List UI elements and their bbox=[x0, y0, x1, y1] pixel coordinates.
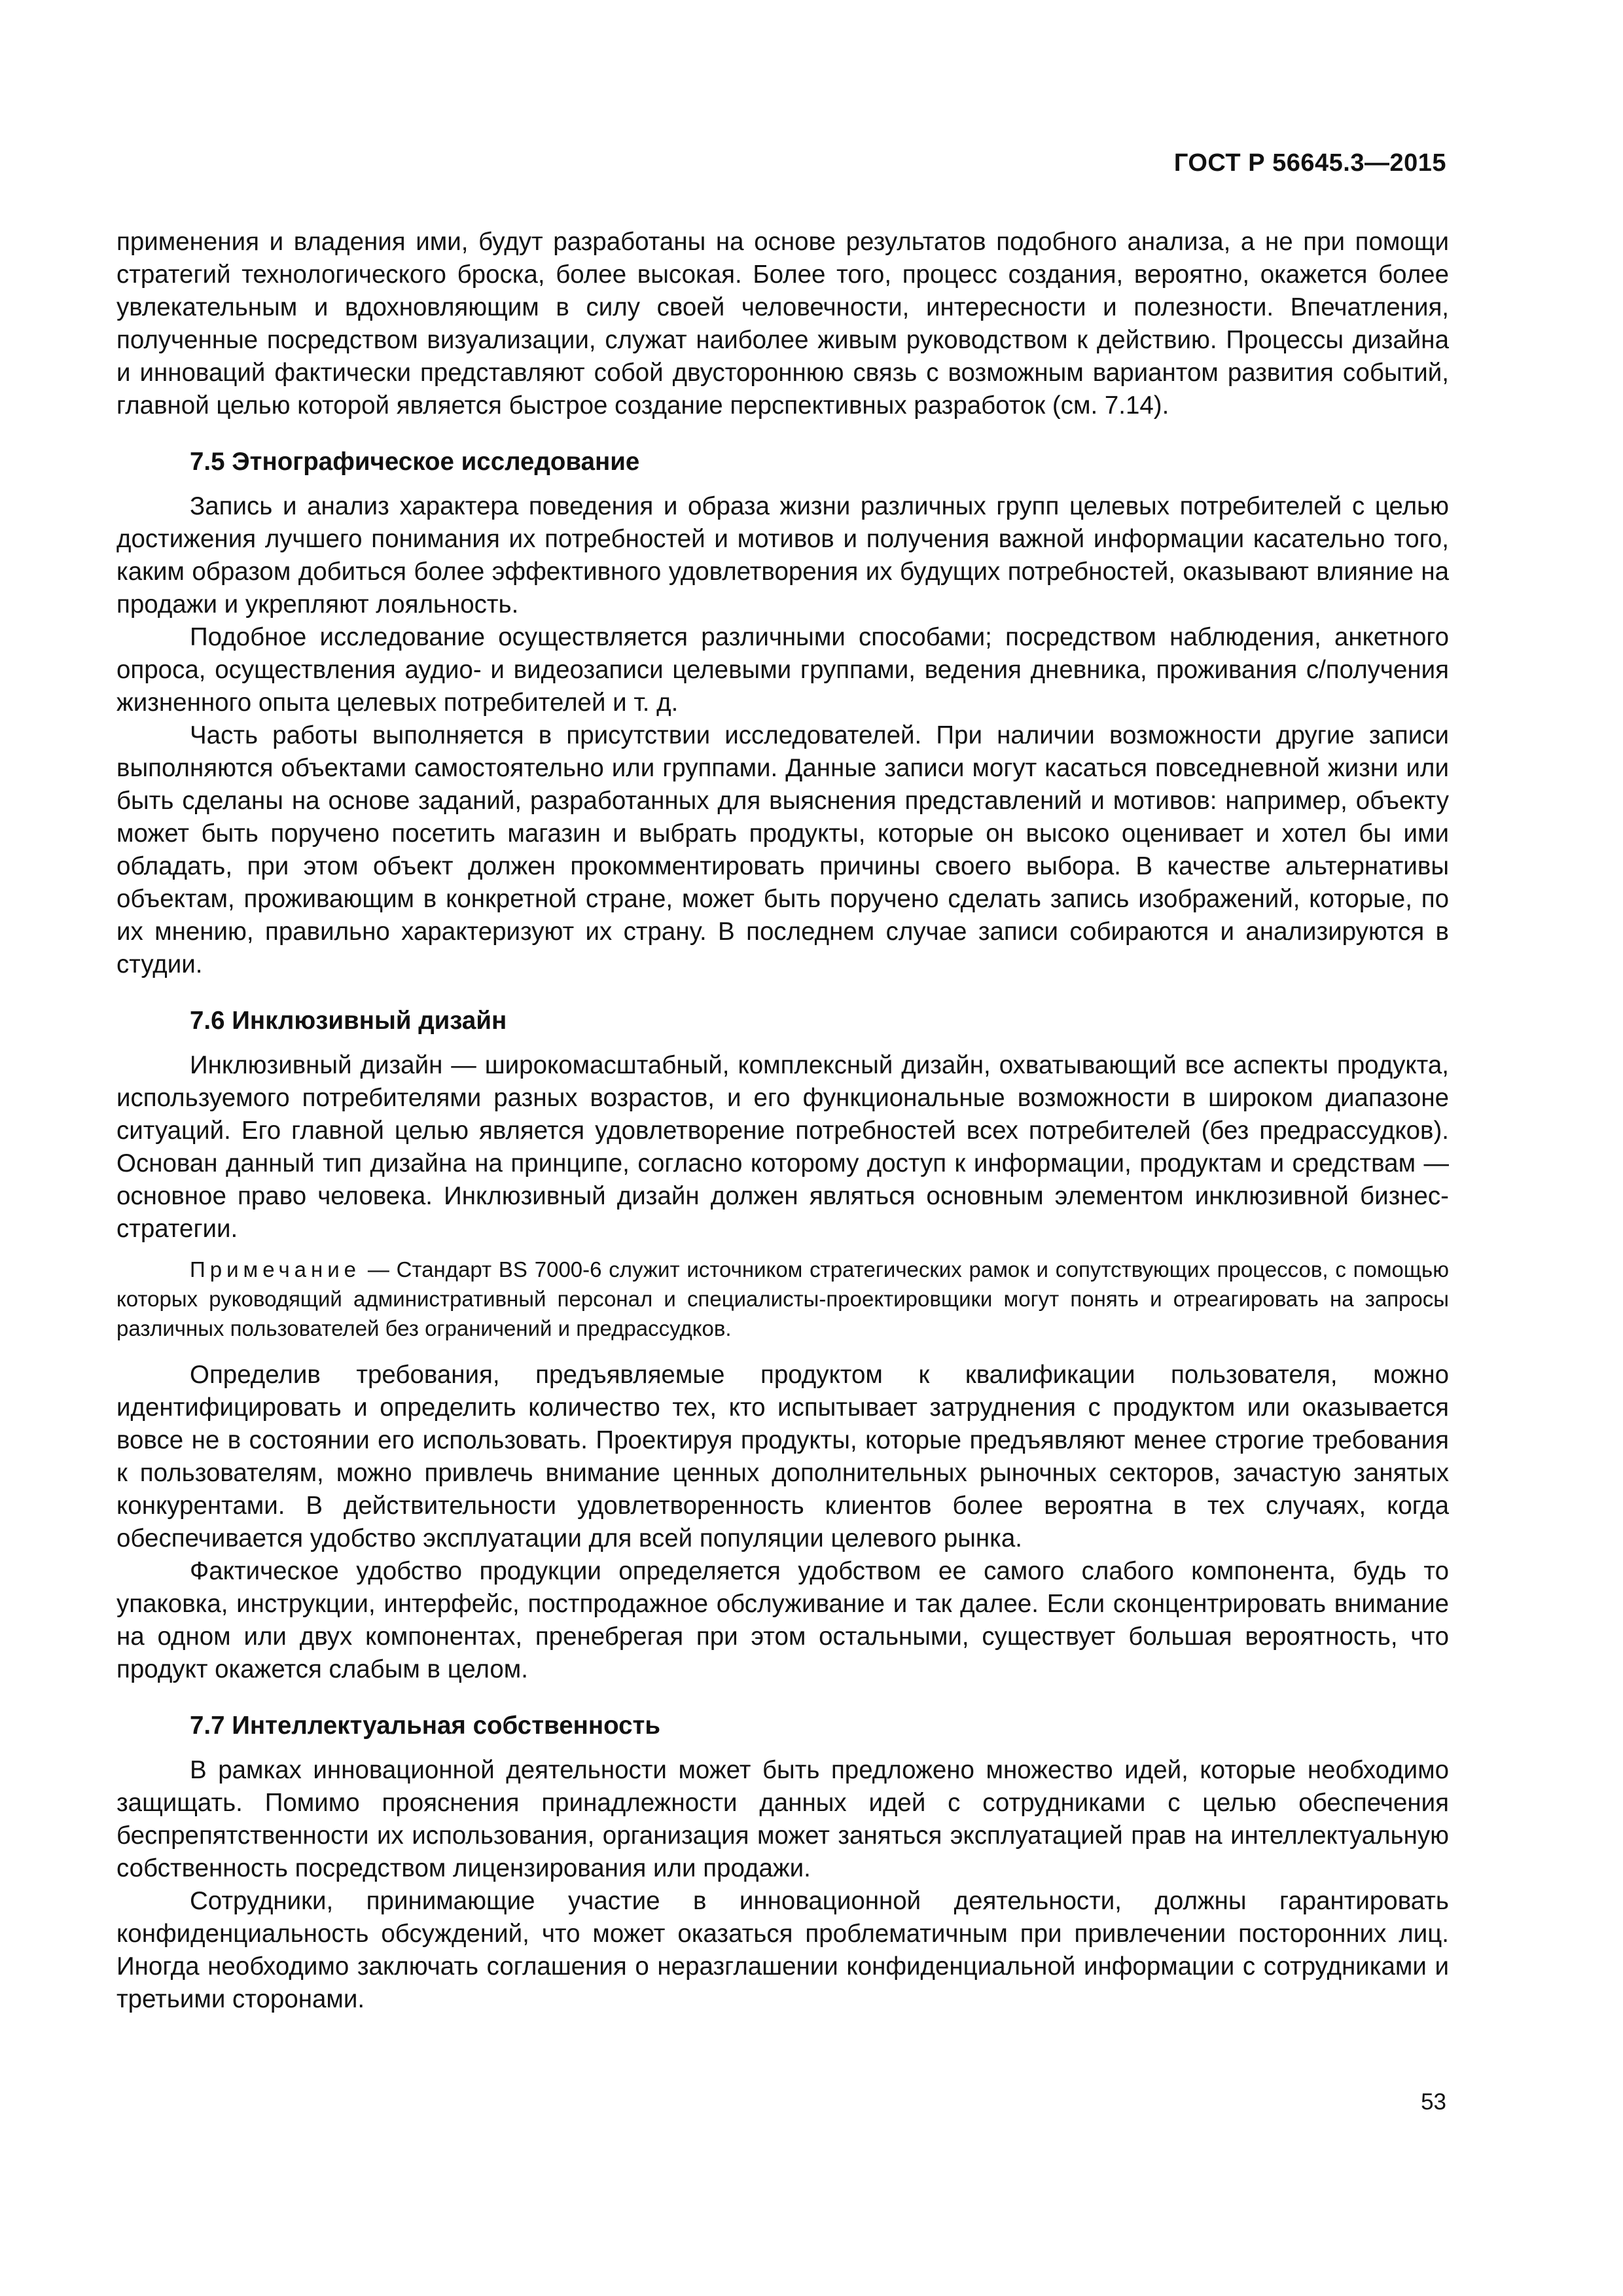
section-7-6-note bbox=[116, 1255, 1449, 1343]
page-content bbox=[116, 226, 1449, 2016]
section-7-7-paragraph-1: В рамках инновационной деятельности может быть предложено множество идей, которые необходимо защищать. Помимо прояснения принадлежности данных идей с сотрудниками с целью обеспечения беспрепятственности их использования, организация может заняться эксплуатацией прав на интеллектуальную собственность посредством лицензирования или продажи. bbox=[116, 1756, 1449, 1882]
section-7-5-heading: 7.5 Этнографическое исследование bbox=[190, 448, 640, 476]
note-label: Примечание bbox=[190, 1257, 361, 1282]
intro-paragraph: применения и владения ими, будут разработаны на основе результатов подобного анализа, а не при помощи стратегий технологического броска, более высокая. Более того, процесс создания, вероятно, окажется более увлекательным и вдохновляющим в силу своей человечности, интересности и полезности. Впечатления, полученные посредством визуализации, служат наиболее живым руководством к действию. Процессы дизайна и инноваций фактически представляют собой двустороннюю связь с возможным вариантом развития событий, главной целью которой является быстрое создание перспективных разработок (см. 7.14). bbox=[116, 228, 1449, 420]
section-7-6-paragraph-3: Фактическое удобство продукции определяется удобством ее самого слабого компонента, будь то упаковка, инструкции, интерфейс, постпродажное обслуживание и так далее. Если сконцентрировать внимание на одном или двух компонентах, пренебрегая при этом остальными, существует большая вероятность, что продукт окажется слабым в целом. bbox=[116, 1557, 1449, 1683]
section-7-5-paragraph-2: Подобное исследование осуществляется различными способами; посредством наблюдения, анкетного опроса, осуществления аудио- и видеозаписи целевыми группами, ведения дневника, проживания с/получения жизненного опыта целевых потребителей и т. д. bbox=[116, 623, 1449, 717]
document-code-header: ГОСТ Р 56645.3—2015 bbox=[1173, 149, 1446, 177]
section-7-7-paragraph-2: Сотрудники, принимающие участие в инновационной деятельности, должны гарантировать конфиденциальность обсуждений, что может оказаться проблематичным при привлечении посторонних лиц. Иногда необходимо заключать соглашения о неразглашении конфиденциальной информации с сотрудниками и третьими сторонами. bbox=[116, 1887, 1449, 2013]
section-7-6-paragraph-2: Определив требования, предъявляемые продуктом к квалификации пользователя, можно идентифицировать и определить количество тех, кто испытывает затруднения с продуктом или оказывается вовсе не в состоянии его использовать. Проектируя продукты, которые предъявляют менее строгие требования к пользователям, можно привлечь внимание ценных дополнительных рыночных секторов, зачастую занятых конкурентами. В действительности удовлетворенность клиентов более вероятна в тех случаях, когда обеспечивается удобство эксплуатации для всей популяции целевого рынка. bbox=[116, 1361, 1449, 1552]
section-7-5-paragraph-1: Запись и анализ характера поведения и образа жизни различных групп целевых потребителей с целью достижения лучшего понимания их потребностей и мотивов и получения важной информации касательно того, каким образом добиться более эффективного удовлетворения их будущих потребностей, оказывают влияние на продажи и укрепляют лояльность. bbox=[116, 492, 1449, 619]
section-7-5-paragraph-3: Часть работы выполняется в присутствии исследователей. При наличии возможности другие записи выполняются объектами самостоятельно или группами. Данные записи могут касаться повседневной жизни или быть сделаны на основе заданий, разработанных для выяснения представлений и мотивов: например, объекту может быть поручено посетить магазин и выбрать продукты, которые он высоко оценивает и хотел бы ими обладать, при этом объект должен прокомментировать причины своего выбора. В качестве альтернативы объектам, проживающим в конкретной стране, может быть поручено сделать запись изображений, которые, по их мнению, правильно характеризуют их страну. В последнем случае записи собираются и анализируются в студии. bbox=[116, 721, 1449, 978]
section-7-6-paragraph-1: Инклюзивный дизайн — широкомасштабный, комплексный дизайн, охватывающий все аспекты продукта, используемого потребителями разных возрастов, и его функциональные возможности в широком диапазоне ситуаций. Его главной целью является удовлетворение потребностей всех потребителей (без предрассудков). Основан данный тип дизайна на принципе, согласно которому доступ к информации, продуктам и средствам — основное право человека. Инклюзивный дизайн должен являться основным элементом инклюзивной бизнес-стратегии. bbox=[116, 1051, 1449, 1243]
section-7-7-heading: 7.7 Интеллектуальная собственность bbox=[190, 1712, 661, 1740]
page-number: 53 bbox=[1421, 2089, 1446, 2115]
note-text: — Стандарт BS 7000-6 служит источником стратегических рамок и сопутствующих процессов, с помощью которых руководящий административный персонал и специалисты-проектировщики могут понять и отреагировать на запросы различных пользователей без ограничений и предрассудков. bbox=[116, 1257, 1449, 1340]
section-7-6-heading: 7.6 Инклюзивный дизайн bbox=[190, 1007, 507, 1035]
